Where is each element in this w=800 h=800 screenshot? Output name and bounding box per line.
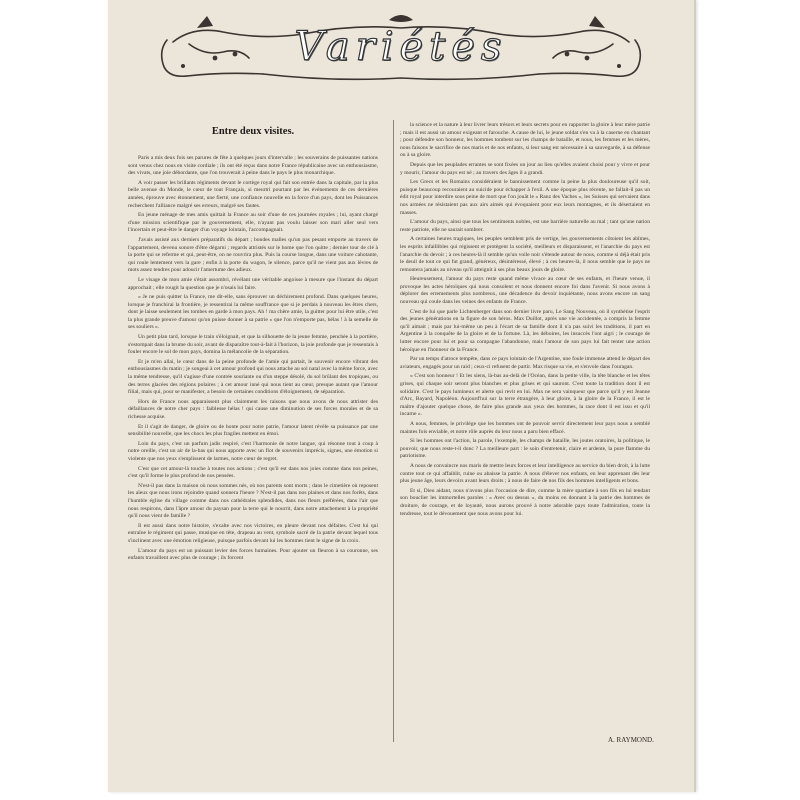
paragraph: Heureusement, l'amour du pays reste quand même vivace au cœur de ses enfants, et l'heure venue, il provoque les actes héroïques qui nous consolent et nous donnent encore foi dans l'avenir. Si nous avons à déplorer des erremements plus nombreux, une décadence du devoir inquiétante, nous avons encore un sang nouveau qui coule dans les veines des enfants de France.	[400, 276, 650, 306]
right-column-text	[400, 122, 650, 734]
paragraph: Et je m'en allai, le cœur dans de la peine profonde de l'amie qui partait, le souvenir encore vibrant des enthousiasmes du matin ; je songeai à cet amour profond qui nous attache au sol natal avec la même force, avec la même tendresse, qu'il s'agisse d'une contrée souriante ou d'un steppe désolé, du sol brûlant des tropiques, ou des terres glacées des régions polaires ; à cet amour inné qui nous tient au cœur, presque autant que l'amour filial, mais qui, pour se manifester, a besoin de certaines conditions d'éloignement, de séparation.	[128, 358, 378, 396]
author-signature: A. RAYMOND.	[608, 736, 654, 744]
paragraph: L'amour du pays, ainsi que tous les sentiments nobles, est une barrière naturelle au mal ; tant qu'une nation reste patriote, elle ne saurait sombrer.	[400, 219, 650, 233]
masthead-title: Variétés	[294, 24, 508, 70]
paragraph: A certaines heures tragiques, les peuples semblent pris de vertige, les gouvernements côtoient les abîmes, les esprits infaillibles qui régissent et protègent la société, meilleurs et disparaissent, et l'anarchie du pays est l'anarchie du devoir ; à ces heures-là il semble qu'un voile noir s'étende autour de nous, comme si déjà était pris le deuil de tout ce qui fut grand, généreux, désintéressé, élevé ; à ces heures-là, il nous semble que le pays ne remontera jamais au niveau qu'il atteignit à ses plus beaux jours de gloire.	[400, 236, 650, 273]
paragraph: A nous, femmes, le privilège que les hommes ont de pouvoir servir directement leur pays nous a semblé maintes fois enviable, et notre rôle auprès du leur nous a paru bien effacé.	[400, 420, 650, 435]
paragraph: Depuis que les peuplades errantes se sont fixées un jour au lieu qu'elles avaient choisi pour y vivre et pour y mourir, l'amour du pays est né ; au travers des âges il a grandi.	[400, 161, 650, 176]
paragraph: Si les hommes ont l'action, la parole, l'exemple, les champs de bataille, les joutes oratoires, la politique, le pouvoir, que nous reste-t-il donc ? La meilleure part : le soin d'entretenir, claire et ardente, la pure flamme du patriotisme.	[400, 438, 650, 460]
paragraph: Loin du pays, c'est un parfum jadis respiré, c'est l'harmonie de notre langue, qui résonne tout à coup à notre oreille, c'est un air de la-bas qui nous apporte avec un flot de souvenirs imprécis, signes, une émotion si violente que nos yeux s'emplissent de larmes, notre cœur de regret.	[128, 440, 378, 462]
paragraph: C'est de lui que parle Lichtenberger dans son dernier livre paru, Le Sang Nouveau, où il synthétise l'esprit des jeunes générations en la figure de son héros. Max Duillot, après une vie accidentée, a compris la femme qu'il aimait ; mais par lui-même un peu à l'écart de sa famille dont il n'a pas suivi les traditions, il part en Argentine à la conquête de la gloire et de la fortune. Là, les déboires, les insuccès l'ont aigri ; le courage de lutter encore pour lui et pour sa compagne l'abandonne, mais l'amour de son pays lui fait tenter une action héroïque en l'honneur de la France.	[400, 308, 650, 353]
newspaper-page	[108, 0, 696, 792]
paragraph: la science et la nature à leur livrer leurs trésors et leurs secrets pour en rapporter la gloire à leur mère patrie ; mais il est aussi un amour exigeant et farouche. A cause de lui, le jeune soldat s'en va à la caserne en chantant ; pour défendre son honneur, les hommes tombent sur les champs de bataille, et nous, les femmes et les mères, nous faisons le sacrifice de nos maris et de nos enfants, si leur sang est nécessaire à sa sauvegarde, à sa défense ou à sa gloire.	[400, 122, 650, 159]
left-column-text	[128, 155, 378, 755]
column-divider	[393, 120, 394, 742]
paragraph: « C'est son honneur ! Et les siens, là-bas au-delà de l'Océan, dans la petite ville, la tête blanche et les têtes grises, qui chaque soir seront plus blanches et plus grises et qui sauront. C'est toute la tradition dont il est solidaire. C'est le pays lumineux et alerte qui revit en lui. Max ne sera vainqueur que parce qu'il y est Jeanne d'Arc, Bayard, Napoléon. Aujourd'hui sur la terre étrangère, à leur gloire, à la gloire de la France, il est le maître d'ajouter quelque chose, de faire plus grande aux yeux des hommes, la race dont il est issu et qu'il incarne ».	[400, 373, 650, 418]
paragraph: Paris a mis deux fois ses parures de fête à quelques jours d'intervalle ; les souverains de puissantes nations sont venus chez nous en visite cordiale ; ils ont été reçus dans notre France républicaine avec un enthousiasme, des vivats, une joie débordante, que l'on trouverait à peine dans le pays le plus monarchique.	[128, 155, 378, 177]
paragraph: Hors de France nous apparaissent plus clairement les raisons que nous avons de nous attrister des défaillances de notre cher pays : faiblesse hélas ! qui cause une diminution de ses forces morales et de sa richesse acquise.	[128, 398, 378, 420]
right-column	[400, 112, 650, 734]
masthead-ornament	[153, 6, 649, 92]
paragraph: A nous de convaincre nos maris de mettre leurs forces et leur intelligence au service du bien droit, à la lutte contre tout ce qui affaiblit, ruine ou abaisse la patrie. A nous d'élever nos enfants, en leur apprenant dès leur plus jeune âge, leurs devoirs avant leurs droits ; à nous de faire de nos fils des hommes intelligents et bons.	[400, 462, 650, 485]
paragraph: Les Grecs et les Romains considéraient le bannissement comme la peine la plus douloureuse qu'il soit, puisque beaucoup recouraient au suicide pour échapper à l'exil. A une époque plus récente, ne fallait-il pas un édit royal pour interdire sous peine de mort que l'on jouât le « Ranz des Vaches », les Suisses qui servaient dans nos armées ne résistaient pas aux airs aimés qui évoquaient pour eux leurs montagnes, et ils désertaient en masses.	[400, 179, 650, 216]
paragraph: Un petit plan tard, lorsque le train s'éloignait, et que la silhouette de la jeune femme, penchée à la portière, s'estompait dans la brume du soir, avant de disparaître tout-à-fait à l'horizon, la joie profonde que je ressentais à fouler encore le sol de mon pays, domina la mélancolie de la séparation.	[128, 334, 378, 356]
paragraph: « Je ne puis quitter la France, me dit-elle, sans éprouver un déchirement profond. Dans quelques heures, lorsque je franchirai la frontière, je ressentirai la même souffrance que si je perdais à nouveau les êtres chers, dont je laisse seulement les tombes en garde à mon pays. Ah ! ma chère amie, la guitter pour lui être utile, c'est la plus grande preuve d'amour qu'on puisse donner à sa patrie « que l'on n'emporte pas, hélas ! à la semelle de ses souliers ».	[128, 294, 378, 331]
paragraph: N'est-il pas dans la maison où nous sommes nés, où nos parents sont morts ; dans le cimetière où reposent les aïeux que nous irons rejoindre quand sonnera l'heure ? N'est-il pas dans nos plaines et dans nos forêts, dans l'humble église du village comme dans nos cathédrales splendides, dans nos fleurs préférées, dans l'air que nous respirons, dans l'âpre amour du paysan pour la terre qui le nourrit, dans notre attachement à la propriété qu'il nous vient de famille ?	[128, 482, 378, 520]
paragraph: En jeune ménage de mes amis quittait la France au soir d'une de ces journées royales ; lui, ayant chargé d'une mission scientifique par le gouvernement, elle, n'ayant pas voulu laisser son mari aller seul vers l'incertain et peut-être le danger d'un voyage lointain, l'accompagnait.	[128, 212, 378, 234]
paragraph: J'avais assisté aux derniers préparatifs du départ ; bondes malles qu'un pas pesant emporte au travers de l'appartement, devenu sonore d'être dégarni ; regards attristés sur le home que l'on quitte ; dernier tour de clé à la porte qui se referme et qui, peut-être, on ne rouvrira plus. Puis la course longue, dans une voiture cahotante, qui roule lentement vers la gare ; enfin à la porte du wagon, le silence, parce qu'il ne vient pas aux lèvres de mots assez tendres pour adoucir l'amertume des adieux.	[128, 236, 378, 274]
paragraph: Et il s'agit de danger, de gloire ou de honte pour notre patrie, l'amour latent révèle sa puissance par une sensibilité nouvelle, que les chocs les plus fragiles mettent en émoi.	[128, 423, 378, 438]
article-heading: Entre deux visites.	[211, 126, 295, 137]
paragraph: A voir passer les brillants régiments devant le cortège royal qui fait son entrée dans la capitale, par la plus belle avenue du Monde, le cœur de tout Français, si meurtri pourtant par les événements de ces dernières années, éprouve avec étonnement, une fierté, une confiance nouvelle en la force d'un pays, dont les Puissances recherchent l'alliance malgré ses erreurs, malgré ses fautes.	[128, 179, 378, 209]
left-column	[128, 112, 378, 755]
paragraph: C'est que cet amour-là touche à toutes nos actions ; c'est qu'il est dans nos joies comme dans nos peines, c'est qu'il forme le plus profond de nos pensées.	[128, 465, 378, 480]
paragraph: Par un temps d'atroce tempête, dans ce pays lointain de l'Argentine, une foule immense attend le départ des aviateurs, engagés pour un raid ; ceux-ci refusent de partir. Max risque sa vie, et s'envole dans l'ouragan.	[400, 356, 650, 370]
paragraph: Il est aussi dans notre histoire, s'exalte avec nos victoires, en pleure devant nos défaites. C'est lui qui entraîne le régiment qui passe, musique en tête, drapeau au vent, symbole sacré de la patrie devant lequel tous s'inclinent avec une émotion religieuse, puisque parfois devant lui les hommes tient le signe de la croix.	[128, 522, 378, 544]
paragraph: Et si, Dieu aidant, nous n'avons plus l'occasion de dire, comme la mère spartiate à son fils en lui tendant son bouclier les immortelles paroles : « Avec ou dessus », du moins en donnant à la patrie des hommes de droiture, de courage, et de loyauté, nous aurons prouvé à notre adorable pays toute l'admiration, toute la tendresse, tout le dévouement que nous avons pour lui.	[400, 487, 650, 517]
paragraph: L'amour du pays est un puissant levier des forces humaines. Pour ajouter un fleuron à sa couronne, ses enfants travaillent avec plus de courage ; ils forcent	[128, 547, 378, 562]
paragraph: Le visage de mon amie s'était assombri, révélant une véritable angoisse à mesure que l'instant du départ approchait ; elle rougit la question que je n'osais lui faire.	[128, 276, 378, 291]
